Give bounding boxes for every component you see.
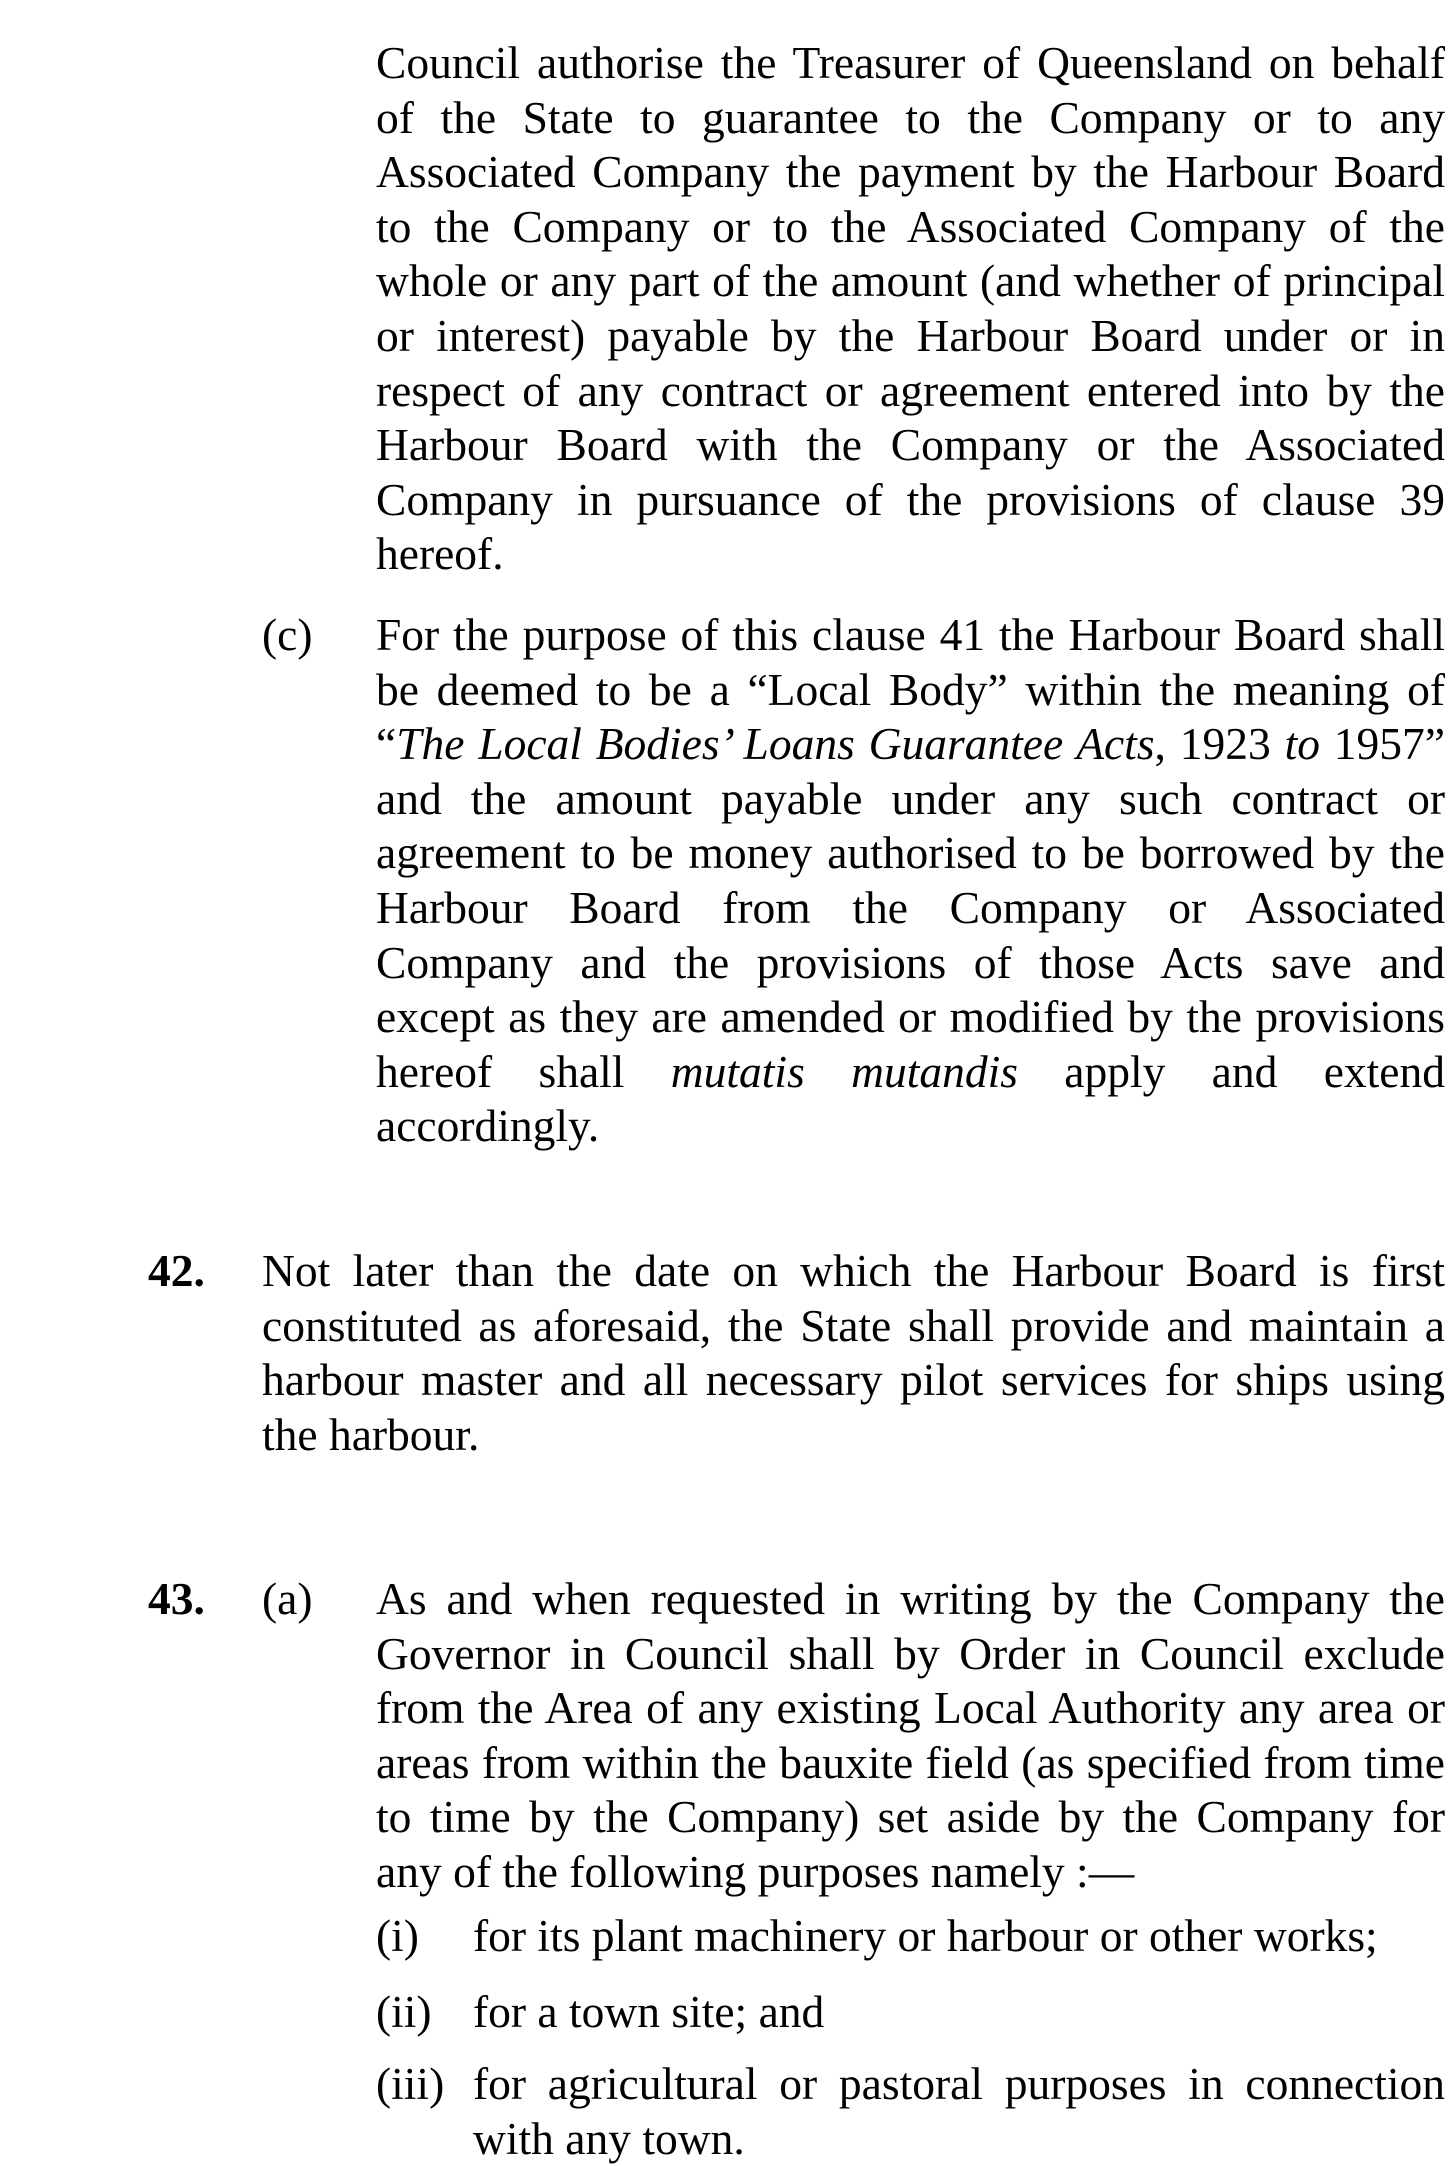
- act-title: The Local Bodies’ Loans Guarantee Acts: [396, 718, 1155, 770]
- clause-43-number: 43.: [148, 1573, 205, 1624]
- clause-41c-text-part2: , 1923: [1154, 718, 1285, 770]
- clause-41c-text-part1: For the purpose of this clause 41 the Harbour Board shall be deemed to be a “Local Body” within the meaning of “: [376, 609, 1445, 770]
- clause-43a-text: As and when requested in writing by the Company the Governor in Council shall by Order in Council exclude from the Area of any existing Local Authority any area or areas from within the bauxite field (as specified from time to time by the Company) set aside by the Company for any of the following purposes namely :—: [376, 1573, 1445, 1897]
- clause-43a-item-i-label: (i): [376, 1910, 419, 1961]
- clause-43a-item-iii-label: (iii): [376, 2058, 445, 2109]
- clause-43a-item-iii-text: for agricultural or pastoral purposes in connection with any town.: [473, 2058, 1445, 2164]
- clause-41b-continuation: Council authorise the Treasurer of Queensland on behalf of the State to guarantee to the Company or to any Associated Company the payment by the Harbour Board to the Company or to the Associated Company of the whole or any part of the amount (and whether of principal or interest) payable by the Harbour Board under or in respect of any contract or agreement entered into by the Harbour Board with the Company or the Associated Company in pursuance of the provisions of clause 39 hereof.: [376, 37, 1445, 580]
- clause-43a-item-i-text: for its plant machinery or harbour or other works;: [473, 1910, 1378, 1961]
- clause-42-number: 42.: [148, 1245, 205, 1296]
- clause-43a-item-ii-text: for a town site; and: [473, 1986, 825, 2037]
- clause-42-text: Not later than the date on which the Harbour Board is first constituted as aforesaid, the State shall provide and maintain a harbour master and all necessary pilot services for ships using the harbour.: [262, 1245, 1445, 1460]
- latin-phrase: mutatis mutandis: [670, 1045, 1018, 1097]
- clause-41c-text-part4: apply and extend accordingly.: [376, 1045, 1445, 1152]
- clause-43a-label: (a): [262, 1573, 313, 1624]
- clause-41c-text-part3: 1957” and the amount payable under any such contract or agreement to be money authorised to be borrowed by the Harbour Board from the Company or Associated Company and the provisions of those Acts save and except as they are amended or modified by the provisions hereof shall: [376, 718, 1446, 1097]
- to-word: to: [1284, 718, 1320, 770]
- clause-43a-item-ii-label: (ii): [376, 1986, 432, 2037]
- clause-41c-text: [376, 608, 1445, 1154]
- clause-41c-label: (c): [262, 609, 313, 660]
